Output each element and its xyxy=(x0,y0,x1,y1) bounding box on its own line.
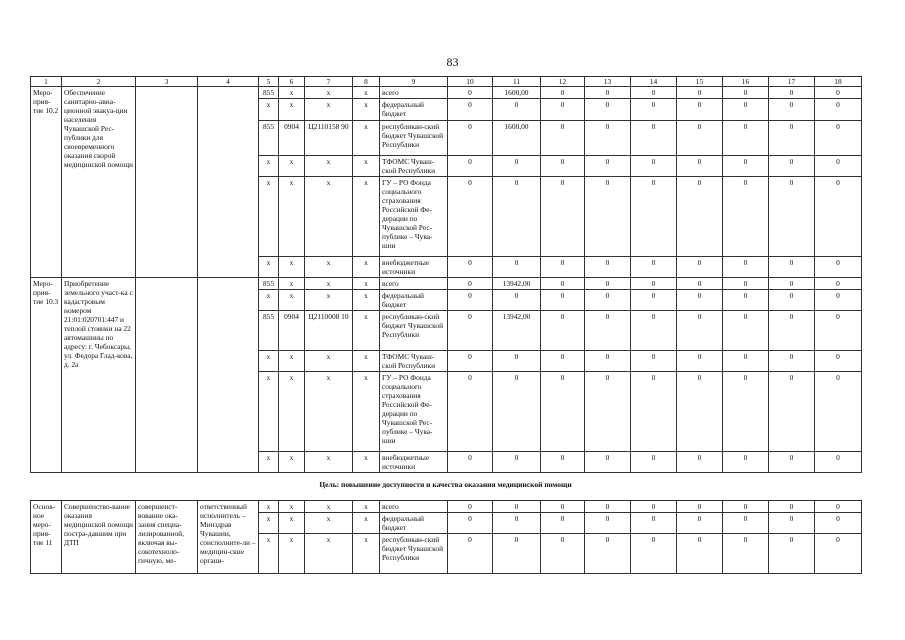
funding-source: всего xyxy=(380,501,448,513)
column-header: 4 xyxy=(198,77,259,87)
value-cell: 0 xyxy=(448,278,493,290)
value-cell: 0 xyxy=(815,99,862,121)
value-cell: 0 xyxy=(815,372,862,452)
value-cell: 0 xyxy=(677,177,723,257)
value-cell: 0 xyxy=(448,501,493,513)
value-cell: 0 xyxy=(677,121,723,156)
value-cell: 0 xyxy=(493,452,541,473)
value-cell: 0 xyxy=(541,501,585,513)
value-cell: 0 xyxy=(541,87,585,99)
value-cell: 0 xyxy=(723,177,769,257)
code-cell: x xyxy=(259,257,279,278)
value-cell: 0 xyxy=(769,156,815,177)
value-cell: 0 xyxy=(448,452,493,473)
value-cell: 0 xyxy=(769,372,815,452)
value-cell: 0 xyxy=(815,121,862,156)
value-cell: 0 xyxy=(448,311,493,351)
value-cell: 0 xyxy=(631,156,677,177)
value-cell: 0 xyxy=(723,501,769,513)
code-cell: x xyxy=(259,501,279,513)
value-cell: 0 xyxy=(541,452,585,473)
measure-col4 xyxy=(198,278,259,473)
code-cell: x xyxy=(259,452,279,473)
code-cell: x xyxy=(353,534,380,574)
measure-label: Меро-прия-тие 10.3 xyxy=(31,278,62,473)
value-cell: 0 xyxy=(723,513,769,534)
value-cell: 0 xyxy=(723,534,769,574)
column-header: 13 xyxy=(585,77,631,87)
value-cell: 0 xyxy=(815,452,862,473)
value-cell: 0 xyxy=(448,290,493,311)
value-cell: 0 xyxy=(631,452,677,473)
value-cell: 0 xyxy=(585,351,631,372)
code-cell: x xyxy=(305,156,353,177)
value-cell: 0 xyxy=(769,87,815,99)
value-cell: 0 xyxy=(815,534,862,574)
code-cell: 855 xyxy=(259,87,279,99)
value-cell: 0 xyxy=(585,372,631,452)
code-cell: x xyxy=(259,290,279,311)
column-header: 1 xyxy=(31,77,62,87)
code-cell: x xyxy=(305,351,353,372)
value-cell: 0 xyxy=(677,513,723,534)
value-cell: 0 xyxy=(723,351,769,372)
value-cell: 0 xyxy=(677,257,723,278)
code-cell: x xyxy=(353,156,380,177)
value-cell: 0 xyxy=(723,87,769,99)
value-cell: 0 xyxy=(541,278,585,290)
code-cell: x xyxy=(279,372,305,452)
column-header: 17 xyxy=(769,77,815,87)
value-cell: 0 xyxy=(631,501,677,513)
code-cell: Ц2110158 90 xyxy=(305,121,353,156)
value-cell: 0 xyxy=(631,177,677,257)
value-cell: 1600,00 xyxy=(493,121,541,156)
value-cell: 0 xyxy=(677,372,723,452)
value-cell: 13942,00 xyxy=(493,278,541,290)
value-cell: 0 xyxy=(723,452,769,473)
code-cell: x xyxy=(305,257,353,278)
code-cell: x xyxy=(305,87,353,99)
value-cell: 0 xyxy=(541,372,585,452)
value-cell: 0 xyxy=(769,278,815,290)
code-cell: x xyxy=(353,311,380,351)
code-cell: x xyxy=(259,372,279,452)
code-cell: x xyxy=(279,257,305,278)
value-cell: 0 xyxy=(631,121,677,156)
value-cell: 0 xyxy=(769,452,815,473)
funding-source: республикан-ский бюджет Чувашской Республики xyxy=(380,534,448,574)
header-row xyxy=(31,77,862,87)
value-cell: 0 xyxy=(493,257,541,278)
value-cell: 0 xyxy=(585,257,631,278)
code-cell: 855 xyxy=(259,311,279,351)
value-cell: 0 xyxy=(631,278,677,290)
funding-source: ТФОМС Чуваш-ской Республики xyxy=(380,351,448,372)
goal-heading: Цель: повышение доступности и качества оказания медицинской помощи xyxy=(319,480,572,489)
value-cell: 0 xyxy=(493,351,541,372)
code-cell: x xyxy=(305,177,353,257)
value-cell: 0 xyxy=(815,278,862,290)
code-cell: x xyxy=(305,372,353,452)
funding-source: ТФОМС Чуваш-ской Республики xyxy=(380,156,448,177)
code-cell: x xyxy=(279,351,305,372)
column-header: 5 xyxy=(259,77,279,87)
value-cell: 0 xyxy=(815,290,862,311)
value-cell: 0 xyxy=(677,534,723,574)
column-header: 2 xyxy=(62,77,136,87)
funding-source: внебюджетные источники xyxy=(380,452,448,473)
value-cell: 0 xyxy=(541,513,585,534)
code-cell: x xyxy=(353,99,380,121)
code-cell: x xyxy=(353,513,380,534)
value-cell: 0 xyxy=(541,121,585,156)
measure-col4: ответственный исполнитель – Минздрав Чувашии, соисполните-ли – медицин-ские органи- xyxy=(198,501,259,574)
code-cell: 0904 xyxy=(279,121,305,156)
value-cell: 0 xyxy=(815,177,862,257)
column-header: 16 xyxy=(723,77,769,87)
value-cell: 0 xyxy=(815,311,862,351)
code-cell: x xyxy=(305,278,353,290)
value-cell: 0 xyxy=(677,311,723,351)
value-cell: 0 xyxy=(585,87,631,99)
value-cell: 0 xyxy=(723,290,769,311)
value-cell: 0 xyxy=(585,452,631,473)
value-cell: 0 xyxy=(815,513,862,534)
value-cell: 0 xyxy=(541,290,585,311)
code-cell: Ц2110008 10 xyxy=(305,311,353,351)
column-header: 10 xyxy=(448,77,493,87)
funding-source: всего xyxy=(380,278,448,290)
value-cell: 0 xyxy=(631,351,677,372)
value-cell: 0 xyxy=(723,121,769,156)
code-cell: x xyxy=(259,99,279,121)
measure-col3 xyxy=(136,278,198,473)
code-cell: x xyxy=(259,534,279,574)
column-header: 9 xyxy=(380,77,448,87)
value-cell: 0 xyxy=(448,372,493,452)
code-cell: x xyxy=(279,278,305,290)
value-cell: 0 xyxy=(585,290,631,311)
value-cell: 0 xyxy=(769,257,815,278)
value-cell: 0 xyxy=(448,513,493,534)
value-cell: 0 xyxy=(677,278,723,290)
value-cell: 0 xyxy=(769,513,815,534)
value-cell: 0 xyxy=(541,534,585,574)
value-cell: 0 xyxy=(493,177,541,257)
measure-name: Совершенство-вание оказания медицинской помощи постра-давшим при ДТП xyxy=(62,501,136,574)
measure-label: Основ-ное меро-прия-тие 11 xyxy=(31,501,62,574)
value-cell: 0 xyxy=(541,156,585,177)
measure-col4 xyxy=(198,87,259,278)
code-cell: x xyxy=(279,290,305,311)
code-cell: x xyxy=(259,177,279,257)
funding-source: ГУ – РО Фонда социального страхования Российской Фе-дерации по Чувашской Рес-публике – Чува-шии xyxy=(380,177,448,257)
measure-col3 xyxy=(136,87,198,278)
column-header: 8 xyxy=(353,77,380,87)
value-cell: 0 xyxy=(585,278,631,290)
code-cell: x xyxy=(353,501,380,513)
code-cell: x xyxy=(279,452,305,473)
value-cell: 0 xyxy=(585,99,631,121)
value-cell: 0 xyxy=(631,372,677,452)
value-cell: 0 xyxy=(585,501,631,513)
column-header: 18 xyxy=(815,77,862,87)
value-cell: 0 xyxy=(769,351,815,372)
code-cell: x xyxy=(353,87,380,99)
value-cell: 0 xyxy=(585,121,631,156)
value-cell: 0 xyxy=(585,156,631,177)
value-cell: 0 xyxy=(585,513,631,534)
code-cell: x xyxy=(305,501,353,513)
value-cell: 0 xyxy=(723,278,769,290)
value-cell: 0 xyxy=(585,311,631,351)
value-cell: 0 xyxy=(493,372,541,452)
column-header: 3 xyxy=(136,77,198,87)
value-cell: 0 xyxy=(723,99,769,121)
value-cell: 0 xyxy=(493,501,541,513)
column-header: 6 xyxy=(279,77,305,87)
value-cell: 0 xyxy=(631,257,677,278)
value-cell: 0 xyxy=(631,311,677,351)
value-cell: 0 xyxy=(677,99,723,121)
value-cell: 0 xyxy=(631,99,677,121)
code-cell: x xyxy=(279,177,305,257)
funding-source: федеральный бюджет xyxy=(380,290,448,311)
value-cell: 0 xyxy=(769,311,815,351)
value-cell: 0 xyxy=(677,87,723,99)
code-cell: 0904 xyxy=(279,311,305,351)
value-cell: 0 xyxy=(723,156,769,177)
code-cell: x xyxy=(259,513,279,534)
value-cell: 0 xyxy=(541,257,585,278)
code-cell: x xyxy=(353,257,380,278)
code-cell: x xyxy=(305,534,353,574)
code-cell: x xyxy=(279,501,305,513)
value-cell: 0 xyxy=(815,351,862,372)
goal-table xyxy=(30,500,862,574)
value-cell: 0 xyxy=(493,156,541,177)
value-cell: 0 xyxy=(815,87,862,99)
measure-label: Меро-прия-тие 10.2 xyxy=(31,87,62,278)
column-header: 11 xyxy=(493,77,541,87)
funding-source: всего xyxy=(380,87,448,99)
value-cell: 0 xyxy=(585,534,631,574)
code-cell: x xyxy=(279,534,305,574)
code-cell: x xyxy=(353,452,380,473)
column-header: 15 xyxy=(677,77,723,87)
value-cell: 13942,00 xyxy=(493,311,541,351)
code-cell: x xyxy=(305,513,353,534)
code-cell: x xyxy=(305,290,353,311)
code-cell: x xyxy=(259,156,279,177)
value-cell: 0 xyxy=(541,351,585,372)
value-cell: 0 xyxy=(677,290,723,311)
value-cell: 0 xyxy=(677,501,723,513)
column-header: 14 xyxy=(631,77,677,87)
value-cell: 0 xyxy=(448,87,493,99)
funding-source: республикан-ский бюджет Чувашской Республики xyxy=(380,311,448,351)
funding-table xyxy=(30,76,862,473)
value-cell: 0 xyxy=(769,290,815,311)
value-cell: 0 xyxy=(448,534,493,574)
code-cell: 855 xyxy=(259,121,279,156)
value-cell: 0 xyxy=(631,534,677,574)
code-cell: x xyxy=(305,452,353,473)
value-cell: 0 xyxy=(493,290,541,311)
value-cell: 0 xyxy=(493,99,541,121)
code-cell: x xyxy=(353,351,380,372)
value-cell: 0 xyxy=(769,534,815,574)
value-cell: 0 xyxy=(448,351,493,372)
code-cell: x xyxy=(353,177,380,257)
measure-name: Обеспечение санитарно-авиа-ционной эвакуа-ции населения Чувашской Рес-публики для своевременного оказания скорой медицинской помощи xyxy=(62,87,136,278)
value-cell: 0 xyxy=(541,99,585,121)
value-cell: 0 xyxy=(448,99,493,121)
code-cell: x xyxy=(353,290,380,311)
page-number: 83 xyxy=(446,55,459,69)
value-cell: 0 xyxy=(448,257,493,278)
value-cell: 0 xyxy=(677,452,723,473)
value-cell: 0 xyxy=(723,311,769,351)
code-cell: x xyxy=(353,372,380,452)
funding-source: ГУ – РО Фонда социального страхования Российской Фе-дерации по Чувашской Рес-публике – Чува-шии xyxy=(380,372,448,452)
value-cell: 0 xyxy=(631,513,677,534)
value-cell: 0 xyxy=(769,177,815,257)
measure-col3: совершенст-вование ока-зания специа-лизированной, включая вы-сокотехноло-гичную, ме- xyxy=(136,501,198,574)
code-cell: 855 xyxy=(259,278,279,290)
value-cell: 0 xyxy=(631,87,677,99)
code-cell: x xyxy=(305,99,353,121)
value-cell: 0 xyxy=(769,501,815,513)
value-cell: 0 xyxy=(815,156,862,177)
value-cell: 0 xyxy=(723,372,769,452)
value-cell: 1600,00 xyxy=(493,87,541,99)
value-cell: 0 xyxy=(815,257,862,278)
value-cell: 0 xyxy=(448,121,493,156)
value-cell: 0 xyxy=(541,311,585,351)
value-cell: 0 xyxy=(448,177,493,257)
column-header: 12 xyxy=(541,77,585,87)
funding-source: республикан-ский бюджет Чувашской Республики xyxy=(380,121,448,156)
code-cell: x xyxy=(279,513,305,534)
column-header: 7 xyxy=(305,77,353,87)
code-cell: x xyxy=(279,99,305,121)
code-cell: x xyxy=(259,351,279,372)
code-cell: x xyxy=(353,278,380,290)
value-cell: 0 xyxy=(493,513,541,534)
funding-source: федеральный бюджет xyxy=(380,513,448,534)
value-cell: 0 xyxy=(493,534,541,574)
value-cell: 0 xyxy=(541,177,585,257)
value-cell: 0 xyxy=(815,501,862,513)
value-cell: 0 xyxy=(677,156,723,177)
code-cell: x xyxy=(353,121,380,156)
measure-name: Приобретение земельного участ-ка с кадастровым номером 21:01:020701:447 и теплой стоянки на 22 автомашины по адресу: г. Чебоксары, ул. Федора Глад-кова, д. 2а xyxy=(62,278,136,473)
funding-source: федеральный бюджет xyxy=(380,99,448,121)
funding-source: внебюджетные источники xyxy=(380,257,448,278)
value-cell: 0 xyxy=(677,351,723,372)
value-cell: 0 xyxy=(585,177,631,257)
value-cell: 0 xyxy=(448,156,493,177)
value-cell: 0 xyxy=(723,257,769,278)
table-row xyxy=(31,278,862,290)
table-row xyxy=(31,87,862,99)
value-cell: 0 xyxy=(769,99,815,121)
value-cell: 0 xyxy=(631,290,677,311)
table-row xyxy=(31,501,862,513)
value-cell: 0 xyxy=(769,121,815,156)
code-cell: x xyxy=(279,156,305,177)
code-cell: x xyxy=(279,87,305,99)
